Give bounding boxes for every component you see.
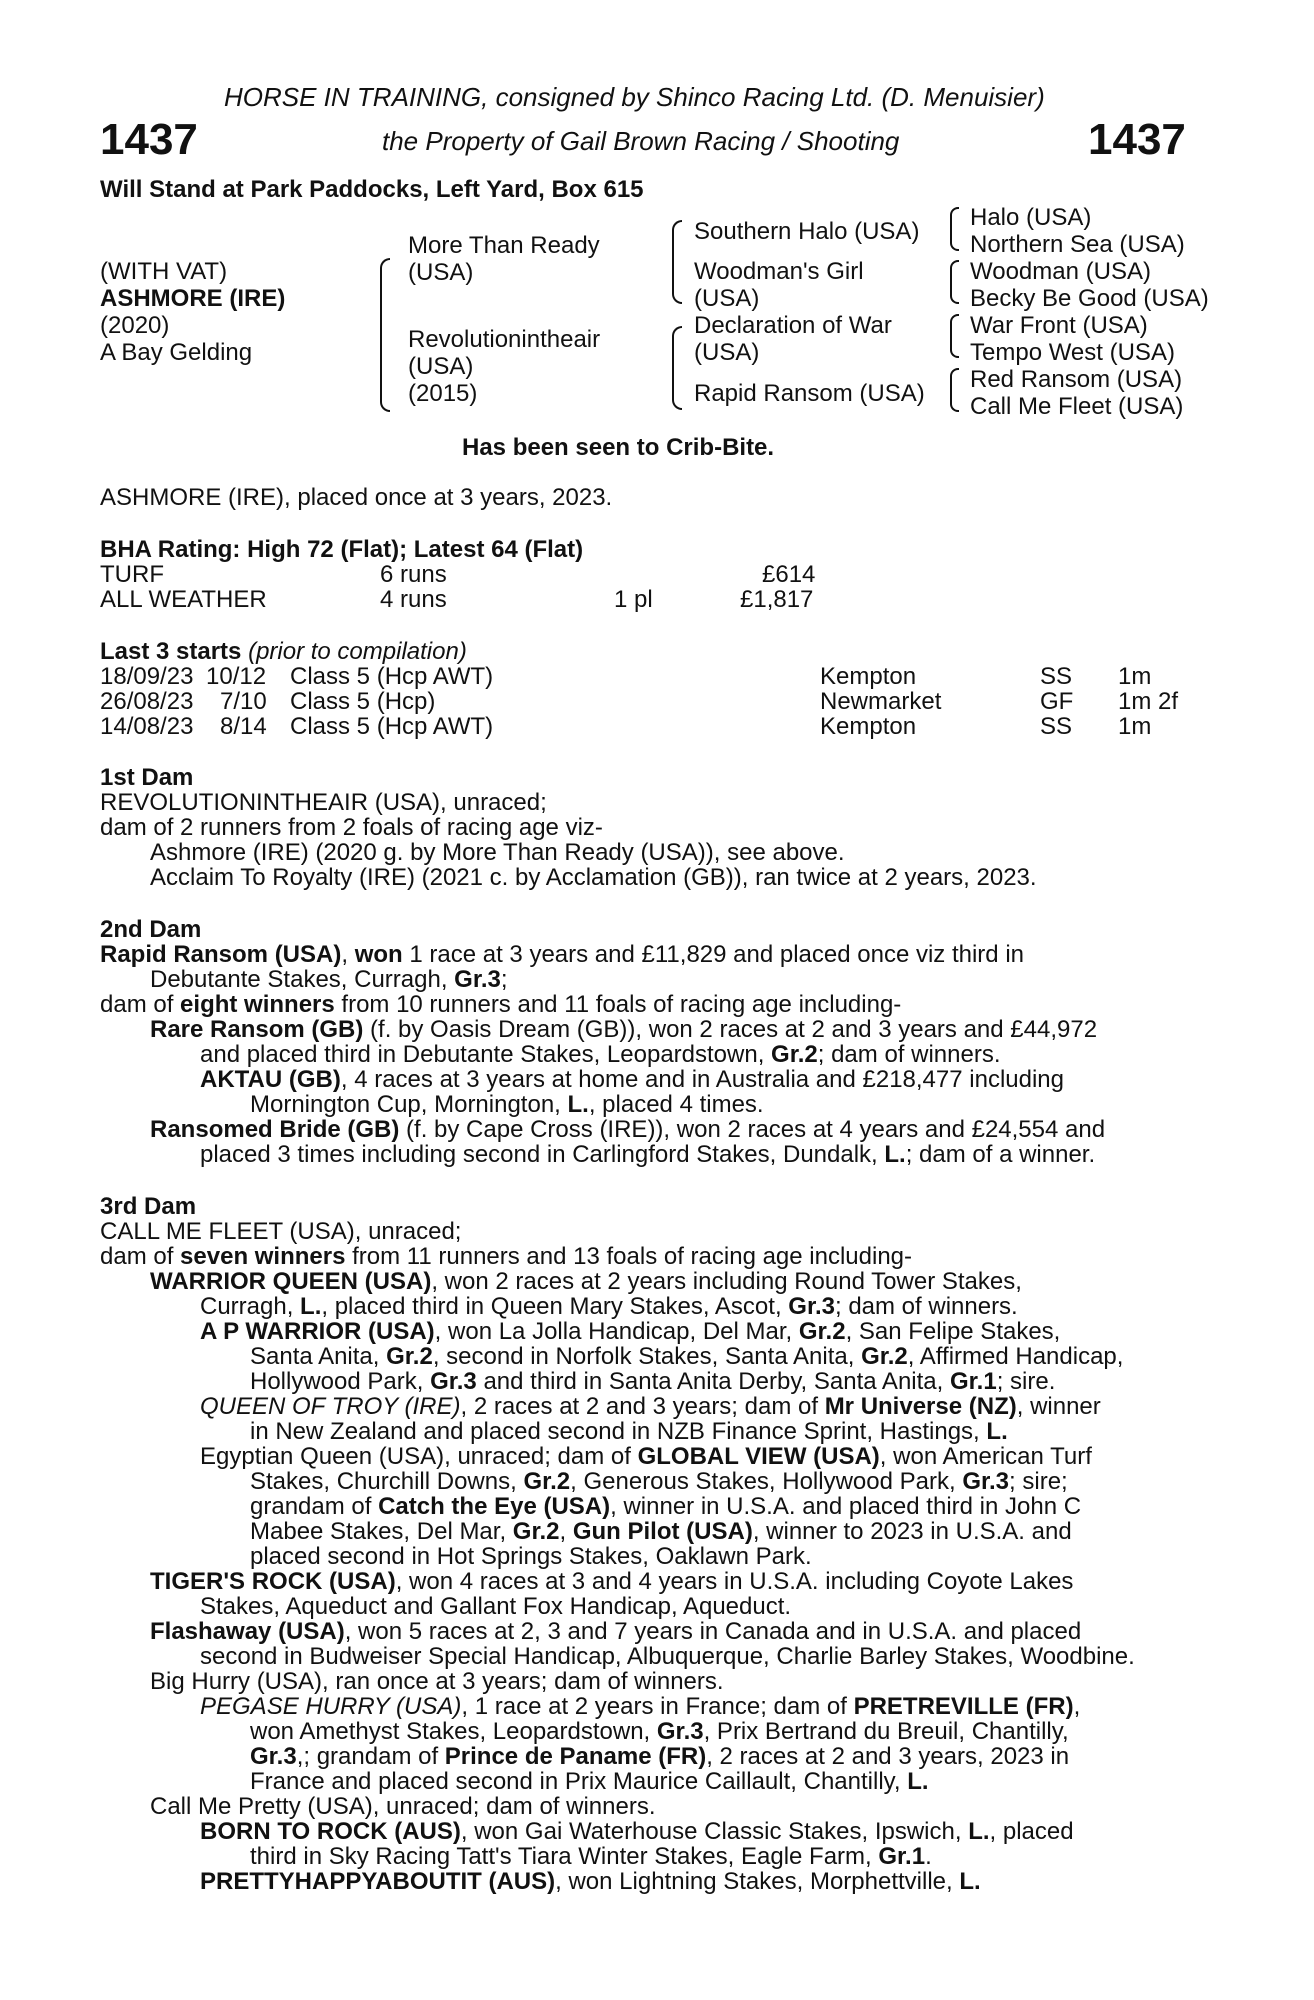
start-2-date: 26/08/23 bbox=[100, 688, 194, 715]
text: Debutante Stakes, Curragh, bbox=[150, 966, 455, 993]
first-dam-line2: dam of 2 runners from 2 foals of racing age viz- bbox=[100, 814, 603, 841]
start-3-pos: 8/14 bbox=[220, 713, 267, 740]
crib-bite-notice: Has been seen to Crib-Bite. bbox=[462, 434, 775, 461]
last-starts-heading bbox=[100, 638, 467, 666]
vat-note: (WITH VAT) bbox=[100, 258, 228, 285]
text: Stakes, Churchill Downs, bbox=[250, 1468, 524, 1495]
wq-l1 bbox=[150, 1268, 1022, 1296]
pedigree-brace-3 bbox=[672, 326, 682, 410]
eq-l3 bbox=[250, 1493, 1081, 1521]
horse-rare-ransom: Rare Ransom (GB) bbox=[150, 1016, 364, 1043]
text: ; dam of a winner. bbox=[905, 1141, 1096, 1168]
text: , placed third in Queen Mary Stakes, Ascot, bbox=[321, 1293, 789, 1320]
start-2-going: GF bbox=[1040, 688, 1074, 715]
g4-7: Red Ransom (USA) bbox=[970, 366, 1183, 393]
fl-l2: second in Budweiser Special Handicap, Albuquerque, Charlie Barley Stakes, Woodbine. bbox=[200, 1643, 1135, 1670]
horse-tigers-rock: TIGER'S ROCK (USA) bbox=[150, 1568, 396, 1595]
text: , winner in U.S.A. and placed third in John C bbox=[610, 1493, 1082, 1520]
text: won Amethyst Stakes, Leopardstown, bbox=[250, 1718, 657, 1745]
text: , San Felipe Stakes, bbox=[845, 1318, 1061, 1345]
apw-l1 bbox=[200, 1318, 1060, 1346]
dam-sire-line1: Declaration of War bbox=[694, 312, 892, 339]
first-dam-line1: REVOLUTIONINTHEAIR (USA), unraced; bbox=[100, 789, 547, 816]
grade: Gr.2 bbox=[798, 1318, 846, 1345]
first-dam-title: 1st Dam bbox=[100, 764, 194, 791]
start-3-course: Kempton bbox=[820, 713, 917, 740]
text: and third in Santa Anita Derby, Santa Anita, bbox=[476, 1368, 950, 1395]
grade: Gr.2 bbox=[512, 1518, 560, 1545]
ph-l4 bbox=[250, 1768, 929, 1796]
sire-dam-line2: (USA) bbox=[694, 285, 760, 312]
text: ; sire; bbox=[1009, 1468, 1068, 1495]
dam-dam: Rapid Ransom (USA) bbox=[694, 380, 925, 407]
last-starts-note: (prior to compilation) bbox=[248, 638, 467, 665]
second-dam-p3-l1 bbox=[150, 1016, 1097, 1044]
stand-location: Will Stand at Park Paddocks, Left Yard, Box 615 bbox=[100, 176, 644, 203]
dam-line3: (2015) bbox=[408, 380, 478, 407]
text: (f. by Oasis Dream (GB)), won 2 races at 2 and 3 years and £44,972 bbox=[363, 1016, 1098, 1043]
g4-6: Tempo West (USA) bbox=[970, 339, 1175, 366]
text: , Generous Stakes, Hollywood Park, bbox=[570, 1468, 963, 1495]
text: , winner to 2023 in U.S.A. and bbox=[752, 1518, 1072, 1545]
lot-number-right: 1437 bbox=[1088, 115, 1186, 164]
text: . bbox=[925, 1843, 932, 1870]
g4-3: Woodman (USA) bbox=[970, 258, 1151, 285]
text: Santa Anita, bbox=[250, 1343, 387, 1370]
grade: L. bbox=[907, 1768, 929, 1795]
g4-4: Becky Be Good (USA) bbox=[970, 285, 1209, 312]
second-dam-p4-l1 bbox=[200, 1066, 1064, 1094]
grade: Gr.3 bbox=[788, 1293, 835, 1320]
start-1-going: SS bbox=[1040, 663, 1073, 690]
first-dam-line4: Acclaim To Royalty (IRE) (2021 c. by Acclamation (GB)), ran twice at 2 years, 2023. bbox=[150, 864, 1037, 891]
text: , winner bbox=[1016, 1393, 1101, 1420]
text: , placed 4 times. bbox=[588, 1091, 764, 1118]
grade: L. bbox=[959, 1868, 981, 1895]
horse-year: (2020) bbox=[100, 312, 170, 339]
text: Mabee Stakes, Del Mar, bbox=[250, 1518, 513, 1545]
rating-aw-placed: 1 pl bbox=[614, 586, 653, 613]
start-3-class: Class 5 (Hcp AWT) bbox=[290, 713, 494, 740]
g4-2: Northern Sea (USA) bbox=[970, 231, 1185, 258]
text: Curragh, bbox=[200, 1293, 301, 1320]
start-1-course: Kempton bbox=[820, 663, 917, 690]
g4-5: War Front (USA) bbox=[970, 312, 1148, 339]
ph-l3 bbox=[250, 1743, 1069, 1771]
grade: L. bbox=[567, 1091, 589, 1118]
text: dam of bbox=[100, 991, 181, 1018]
first-dam-line3: Ashmore (IRE) (2020 g. by More Than Ready (USA)), see above. bbox=[150, 839, 845, 866]
third-dam-title: 3rd Dam bbox=[100, 1193, 197, 1220]
tr-l2: Stakes, Aqueduct and Gallant Fox Handicap, Aqueduct. bbox=[200, 1593, 792, 1620]
text: , 4 races at 3 years at home and in Australia and £218,477 including bbox=[340, 1066, 1064, 1093]
second-dam-p4-l2 bbox=[250, 1091, 764, 1119]
second-dam-p1-l2 bbox=[150, 966, 508, 994]
eq-l2 bbox=[250, 1468, 1068, 1496]
header-line2: the Property of Gail Brown Racing / Shooting bbox=[382, 126, 900, 156]
start-2-dist: 1m 2f bbox=[1118, 688, 1179, 715]
grade: L. bbox=[300, 1293, 322, 1320]
pedigree-brace-6 bbox=[950, 314, 959, 358]
start-3-dist: 1m bbox=[1118, 713, 1152, 740]
grade: Gr.3 bbox=[962, 1468, 1010, 1495]
text: ,; grandam of bbox=[296, 1743, 445, 1770]
pedigree-brace-5 bbox=[950, 260, 959, 304]
start-3-date: 14/08/23 bbox=[100, 713, 194, 740]
text: France and placed second in Prix Maurice Caillault, Chantilly, bbox=[250, 1768, 908, 1795]
text: 1 race at 3 years and £11,829 and placed once viz third in bbox=[402, 941, 1024, 968]
btr-l1 bbox=[200, 1818, 1074, 1846]
text: dam of bbox=[100, 1243, 181, 1270]
text: , Affirmed Handicap, bbox=[907, 1343, 1124, 1370]
text: ; dam of winners. bbox=[817, 1041, 1001, 1068]
horse-pegase-hurry: PEGASE HURRY (USA) bbox=[200, 1693, 462, 1720]
rating-turf-prize: £614 bbox=[762, 561, 816, 588]
won-label: won bbox=[354, 941, 403, 968]
pedigree-brace-4 bbox=[950, 207, 959, 251]
apw-l2 bbox=[250, 1343, 1123, 1371]
text: , won 2 races at 2 years including Round Tower Stakes, bbox=[431, 1268, 1022, 1295]
rating-turf-surface: TURF bbox=[100, 561, 164, 588]
text: placed 3 times including second in Carlingford Stakes, Dundalk, bbox=[200, 1141, 885, 1168]
fl-l1 bbox=[150, 1618, 1081, 1646]
horse-catch-the-eye: Catch the Eye (USA) bbox=[378, 1493, 611, 1520]
text: from 10 runners and 11 foals of racing age including- bbox=[334, 991, 902, 1018]
third-dam-l1: CALL ME FLEET (USA), unraced; bbox=[100, 1218, 462, 1245]
text: ; bbox=[500, 966, 508, 993]
grade: Gr.3 bbox=[430, 1368, 477, 1395]
ph-l2 bbox=[250, 1718, 1069, 1746]
text: , 1 race at 2 years in France; dam of bbox=[461, 1693, 854, 1720]
horse-flashaway: Flashaway (USA) bbox=[150, 1618, 345, 1645]
horse-a-p-warrior: A P WARRIOR (USA) bbox=[200, 1318, 435, 1345]
pedigree-brace-1 bbox=[380, 258, 390, 412]
text: , won 5 races at 2, 3 and 7 years in Canada and in U.S.A. and placed bbox=[344, 1618, 1082, 1645]
horse-born-to-rock: BORN TO ROCK (AUS) bbox=[200, 1818, 461, 1845]
cmp-line: Call Me Pretty (USA), unraced; dam of winners. bbox=[150, 1793, 656, 1820]
text: Egyptian Queen (USA), unraced; dam of bbox=[200, 1443, 638, 1470]
winners-count: seven winners bbox=[180, 1243, 346, 1270]
tr-l1 bbox=[150, 1568, 1073, 1596]
eq-l1 bbox=[200, 1443, 1092, 1471]
grade: Gr.1 bbox=[878, 1843, 926, 1870]
second-dam-p5-l1 bbox=[150, 1116, 1105, 1144]
text: , won American Turf bbox=[879, 1443, 1092, 1470]
second-dam-p3-l2 bbox=[200, 1041, 1001, 1069]
eq-l5: placed second in Hot Springs Stakes, Oaklawn Park. bbox=[250, 1543, 812, 1570]
dam-sire-line2: (USA) bbox=[694, 339, 760, 366]
start-2-course: Newmarket bbox=[820, 688, 942, 715]
text: ; dam of winners. bbox=[834, 1293, 1018, 1320]
header-line1: HORSE IN TRAINING, consigned by Shinco Racing Ltd. (D. Menuisier) bbox=[224, 82, 1045, 112]
horse-name: ASHMORE (IRE) bbox=[100, 285, 286, 312]
grade: Gr.2 bbox=[523, 1468, 571, 1495]
rating-aw-runs: 4 runs bbox=[380, 586, 447, 613]
pha-l1 bbox=[200, 1868, 981, 1896]
horse-gun-pilot: Gun Pilot (USA) bbox=[572, 1518, 753, 1545]
pedigree-brace-2 bbox=[672, 220, 682, 304]
horse-warrior-queen: WARRIOR QUEEN (USA) bbox=[150, 1268, 432, 1295]
second-dam-title: 2nd Dam bbox=[100, 916, 202, 943]
grade: Gr.2 bbox=[861, 1343, 908, 1370]
second-dam-p1-l1: Rapid Ransom (USA), won 1 race at 3 years and £11,829 and placed once viz third in bbox=[100, 941, 1024, 968]
dam-line1: Revolutionintheair bbox=[408, 326, 601, 353]
horse-aktau: AKTAU (GB) bbox=[200, 1066, 341, 1093]
text: , won Gai Waterhouse Classic Stakes, Ipswich, bbox=[460, 1818, 969, 1845]
g4-1: Halo (USA) bbox=[970, 204, 1092, 231]
horse-queen-of-troy: QUEEN OF TROY (IRE) bbox=[200, 1393, 461, 1420]
text: , bbox=[559, 1518, 573, 1545]
grade: Gr.3 bbox=[656, 1718, 704, 1745]
ph-l1 bbox=[200, 1693, 1080, 1721]
text: , 2 races at 2 and 3 years; dam of bbox=[460, 1393, 825, 1420]
horse-mr-universe: Mr Universe (NZ) bbox=[824, 1393, 1017, 1420]
text: and placed third in Debutante Stakes, Leopardstown, bbox=[200, 1041, 772, 1068]
rating-turf-runs: 6 runs bbox=[380, 561, 447, 588]
start-1-class: Class 5 (Hcp AWT) bbox=[290, 663, 494, 690]
text: , won 4 races at 3 and 4 years in U.S.A. including Coyote Lakes bbox=[395, 1568, 1074, 1595]
text: third in Sky Racing Tatt's Tiara Winter Stakes, Eagle Farm, bbox=[250, 1843, 879, 1870]
qot-l2 bbox=[250, 1418, 1008, 1446]
grade: L. bbox=[986, 1418, 1008, 1445]
grade: L. bbox=[884, 1141, 906, 1168]
text: (f. by Cape Cross (IRE)), won 2 races at 4 years and £24,554 and bbox=[399, 1116, 1106, 1143]
horse-rapid-ransom: Rapid Ransom (USA) bbox=[100, 941, 342, 968]
start-2-pos: 7/10 bbox=[220, 688, 267, 715]
text: , bbox=[1073, 1693, 1081, 1720]
lot-number-left: 1437 bbox=[100, 115, 198, 164]
text: from 11 runners and 13 foals of racing age including- bbox=[345, 1243, 913, 1270]
horse-description: A Bay Gelding bbox=[100, 339, 253, 366]
start-2-class: Class 5 (Hcp) bbox=[290, 688, 436, 715]
text: grandam of bbox=[250, 1493, 379, 1520]
sire-dam-line1: Woodman's Girl bbox=[694, 258, 864, 285]
third-dam-l2 bbox=[100, 1243, 912, 1271]
start-3-going: SS bbox=[1040, 713, 1073, 740]
summary: ASHMORE (IRE), placed once at 3 years, 2023. bbox=[100, 484, 613, 511]
grade: Gr.3 bbox=[454, 966, 501, 993]
sire-line1: More Than Ready bbox=[408, 232, 600, 259]
text: Mornington Cup, Mornington, bbox=[250, 1091, 568, 1118]
second-dam-p5-l2 bbox=[200, 1141, 1095, 1169]
second-dam-p2 bbox=[100, 991, 901, 1019]
text: , won La Jolla Handicap, Del Mar, bbox=[434, 1318, 799, 1345]
text: , second in Norfolk Stakes, Santa Anita, bbox=[432, 1343, 862, 1370]
wq-l2 bbox=[200, 1293, 1018, 1321]
grade: Gr.1 bbox=[949, 1368, 997, 1395]
text: Hollywood Park, bbox=[250, 1368, 431, 1395]
text: , placed bbox=[989, 1818, 1074, 1845]
pedigree-brace-7 bbox=[950, 368, 959, 412]
qot-l1 bbox=[200, 1393, 1101, 1421]
bh-line: Big Hurry (USA), ran once at 3 years; dam of winners. bbox=[150, 1668, 724, 1695]
rating-aw-surface: ALL WEATHER bbox=[100, 586, 267, 613]
btr-l2 bbox=[250, 1843, 932, 1871]
text: ; sire. bbox=[996, 1368, 1056, 1395]
start-1-dist: 1m bbox=[1118, 663, 1152, 690]
horse-pretreville: PRETREVILLE (FR) bbox=[853, 1693, 1074, 1720]
dam-line2: (USA) bbox=[408, 353, 474, 380]
grade: Gr.3 bbox=[250, 1743, 297, 1770]
apw-l3 bbox=[250, 1368, 1055, 1396]
winners-count: eight winners bbox=[180, 991, 335, 1018]
horse-ransomed-bride: Ransomed Bride (GB) bbox=[150, 1116, 400, 1143]
text: , Prix Bertrand du Breuil, Chantilly, bbox=[703, 1718, 1069, 1745]
start-1-pos: 10/12 bbox=[206, 663, 267, 690]
g4-8: Call Me Fleet (USA) bbox=[970, 393, 1184, 420]
grade: L. bbox=[968, 1818, 990, 1845]
rating-aw-prize: £1,817 bbox=[740, 586, 814, 613]
horse-prince-de-paname: Prince de Paname (FR) bbox=[444, 1743, 707, 1770]
eq-l4 bbox=[250, 1518, 1072, 1546]
horse-global-view: GLOBAL VIEW (USA) bbox=[637, 1443, 880, 1470]
text: , 2 races at 2 and 3 years, 2023 in bbox=[706, 1743, 1070, 1770]
horse-prettyhappyaboutit: PRETTYHAPPYABOUTIT (AUS) bbox=[200, 1868, 556, 1895]
grade: Gr.2 bbox=[771, 1041, 818, 1068]
text: , won Lightning Stakes, Morphettville, bbox=[555, 1868, 960, 1895]
grade: Gr.2 bbox=[386, 1343, 433, 1370]
last-starts-title: Last 3 starts bbox=[100, 638, 242, 665]
sire-sire: Southern Halo (USA) bbox=[694, 218, 920, 245]
start-1-date: 18/09/23 bbox=[100, 663, 194, 690]
text: in New Zealand and placed second in NZB Finance Sprint, Hastings, bbox=[250, 1418, 987, 1445]
rating-title: BHA Rating: High 72 (Flat); Latest 64 (Flat) bbox=[100, 536, 584, 563]
sire-line2: (USA) bbox=[408, 259, 474, 286]
